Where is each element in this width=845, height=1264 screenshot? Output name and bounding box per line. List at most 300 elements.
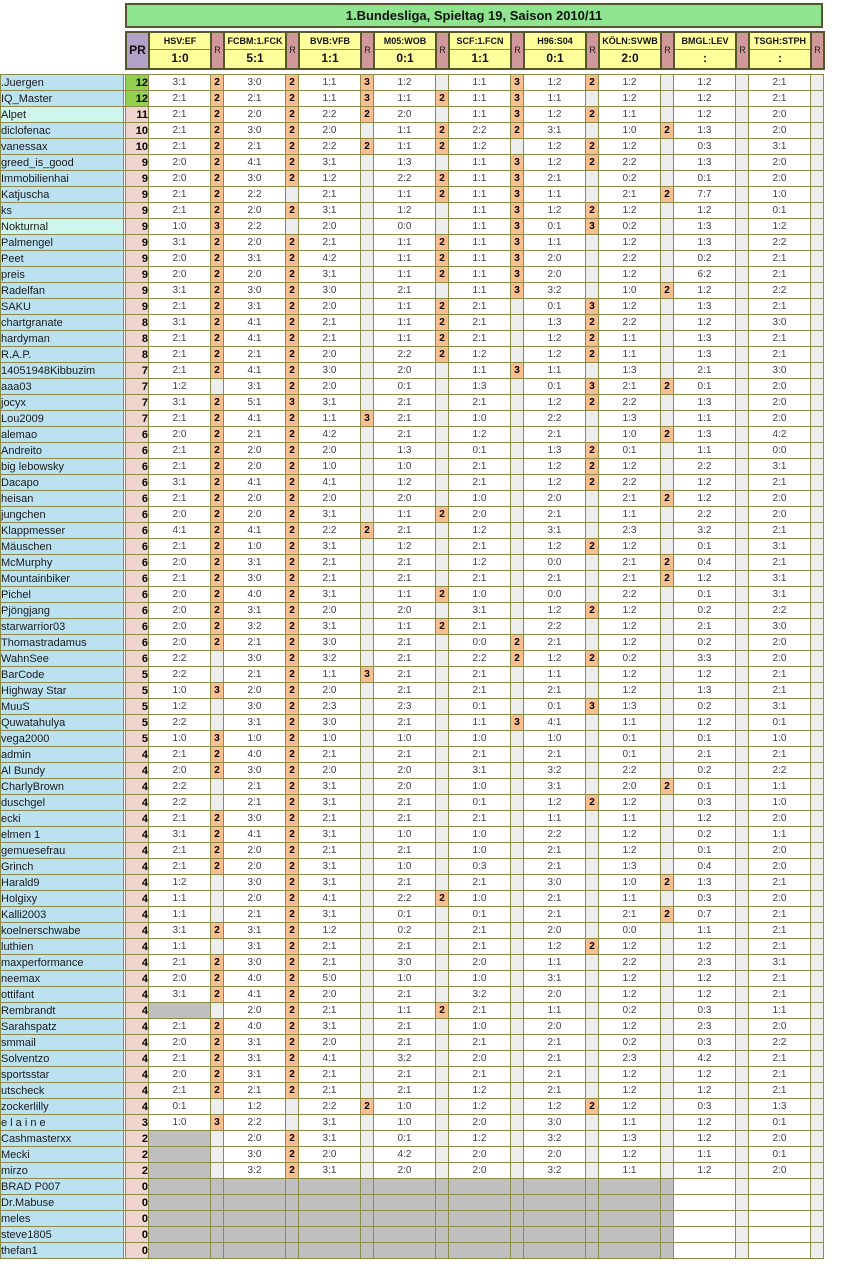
tip-cell: 2:1 [524, 427, 586, 443]
points-cell [361, 1211, 374, 1227]
points-cell [436, 779, 449, 795]
points-cell [586, 1131, 599, 1147]
points-cell [436, 603, 449, 619]
points-cell [361, 459, 374, 475]
points-cell: 2 [211, 587, 224, 603]
tip-cell: 2:1 [749, 555, 811, 571]
tip-cell: 2:1 [149, 459, 211, 475]
tip-cell: 2:1 [299, 315, 361, 331]
tip-cell: 1:1 [524, 1003, 586, 1019]
points-cell: 2 [511, 635, 524, 651]
points-cell [511, 1131, 524, 1147]
points-cell: 3 [511, 283, 524, 299]
points-cell [361, 187, 374, 203]
tip-cell: 1:2 [524, 203, 586, 219]
points-cell: 2 [211, 843, 224, 859]
points-cell: 2 [211, 1035, 224, 1051]
player-name: BRAD P007 [1, 1179, 124, 1195]
player-row [1, 875, 824, 891]
tip-cell: 2:1 [149, 107, 211, 123]
player-total-points: 2 [126, 1163, 149, 1179]
tip-cell [524, 1195, 586, 1211]
tip-cell: 5:1 [224, 395, 286, 411]
tip-cell: 1:2 [374, 203, 436, 219]
tip-cell: 1:1 [149, 891, 211, 907]
tip-cell: 2:1 [149, 571, 211, 587]
player-name: maxperformance [1, 955, 124, 971]
points-cell [661, 859, 674, 875]
points-cell: 2 [286, 1051, 299, 1067]
points-cell: 2 [211, 331, 224, 347]
r-header: R [661, 32, 674, 69]
points-cell [436, 1227, 449, 1243]
tip-cell: 0:4 [674, 555, 736, 571]
tip-cell: 2:1 [449, 459, 511, 475]
points-cell [736, 651, 749, 667]
tip-cell: 1:2 [674, 715, 736, 731]
points-cell: 2 [661, 555, 674, 571]
points-cell [511, 987, 524, 1003]
tip-cell: 1:2 [674, 315, 736, 331]
points-cell [811, 75, 824, 91]
points-cell [811, 939, 824, 955]
points-cell: 2 [436, 171, 449, 187]
player-name: IQ_Master [1, 91, 124, 107]
player-total-points: 7 [126, 395, 149, 411]
points-cell: 2 [286, 603, 299, 619]
points-cell [361, 155, 374, 171]
player-name: jungchen [1, 507, 124, 523]
tip-cell: 0:0 [599, 923, 661, 939]
points-cell [661, 235, 674, 251]
points-cell [586, 427, 599, 443]
points-cell [811, 331, 824, 347]
player-name: Mecki [1, 1147, 124, 1163]
player-name: Solventzo [1, 1051, 124, 1067]
player-row [1, 955, 824, 971]
points-cell: 2 [211, 507, 224, 523]
points-cell: 2 [211, 955, 224, 971]
tip-cell: 3:1 [299, 155, 361, 171]
points-cell [361, 1067, 374, 1083]
tip-cell [149, 1195, 211, 1211]
player-row [1, 267, 824, 283]
player-row [1, 363, 824, 379]
player-row [1, 411, 824, 427]
points-cell: 3 [511, 203, 524, 219]
points-cell [361, 203, 374, 219]
player-row [1, 379, 824, 395]
player-row [1, 539, 824, 555]
points-cell [736, 555, 749, 571]
tip-cell: 1:0 [599, 875, 661, 891]
points-cell [436, 699, 449, 715]
tip-cell: 1:1 [449, 283, 511, 299]
points-cell: 2 [286, 923, 299, 939]
points-cell [436, 523, 449, 539]
points-cell: 2 [586, 139, 599, 155]
tip-cell: 1:2 [299, 923, 361, 939]
tip-cell [149, 1211, 211, 1227]
player-row [1, 1099, 824, 1115]
tip-cell: 1:3 [449, 379, 511, 395]
tip-cell: 2:0 [299, 1035, 361, 1051]
tip-cell: 1:2 [674, 1115, 736, 1131]
tip-cell: 1:2 [149, 379, 211, 395]
points-cell [436, 1179, 449, 1195]
player-row [1, 891, 824, 907]
player-total-points: 5 [126, 699, 149, 715]
tip-cell: 1:2 [374, 539, 436, 555]
r-header: R [511, 32, 524, 69]
points-cell: 2 [211, 475, 224, 491]
tip-cell: 2:1 [749, 667, 811, 683]
tip-cell: 2:1 [374, 987, 436, 1003]
points-cell: 2 [436, 235, 449, 251]
points-cell [286, 187, 299, 203]
tip-cell: 4:1 [224, 315, 286, 331]
player-name: WahnSee [1, 651, 124, 667]
points-cell [361, 1051, 374, 1067]
points-cell [811, 251, 824, 267]
points-cell [661, 523, 674, 539]
tip-cell: 2:0 [524, 923, 586, 939]
points-cell [511, 1067, 524, 1083]
points-cell [661, 475, 674, 491]
points-cell [436, 651, 449, 667]
points-cell [736, 891, 749, 907]
tip-cell: 1:0 [599, 123, 661, 139]
points-cell: 2 [211, 827, 224, 843]
tip-cell: 0:1 [674, 843, 736, 859]
tip-cell: 2:1 [299, 1067, 361, 1083]
tip-cell: 2:1 [749, 331, 811, 347]
tip-cell: 2:0 [224, 891, 286, 907]
points-cell [811, 683, 824, 699]
player-name: sportsstar [1, 1067, 124, 1083]
tip-cell: 2:0 [749, 491, 811, 507]
tip-cell: 2:1 [224, 347, 286, 363]
tip-cell [224, 1227, 286, 1243]
player-total-points: 4 [126, 955, 149, 971]
points-cell: 2 [286, 843, 299, 859]
points-cell [811, 507, 824, 523]
tip-cell: 3:1 [299, 859, 361, 875]
player-total-points: 9 [126, 219, 149, 235]
tip-cell: 1:2 [674, 1083, 736, 1099]
tip-cell: 1:2 [599, 299, 661, 315]
points-cell [361, 475, 374, 491]
points-cell [361, 363, 374, 379]
points-cell [436, 443, 449, 459]
points-cell: 2 [211, 603, 224, 619]
points-cell: 2 [286, 251, 299, 267]
tip-cell: 1:2 [374, 75, 436, 91]
points-cell [736, 1195, 749, 1211]
tip-cell: 1:3 [674, 331, 736, 347]
tip-cell: 2:0 [149, 171, 211, 187]
tip-cell: 2:1 [374, 411, 436, 427]
points-cell [511, 139, 524, 155]
points-cell [736, 827, 749, 843]
tip-cell: 2:1 [149, 811, 211, 827]
player-total-points: 5 [126, 731, 149, 747]
player-name: Grinch [1, 859, 124, 875]
tip-cell: 1:2 [599, 267, 661, 283]
points-cell [586, 171, 599, 187]
tip-cell: 4:1 [149, 523, 211, 539]
points-cell [361, 859, 374, 875]
tip-cell [299, 1195, 361, 1211]
points-cell [436, 475, 449, 491]
player-total-points: 6 [126, 603, 149, 619]
tip-cell: 1:2 [449, 1083, 511, 1099]
tip-cell: 3:2 [674, 523, 736, 539]
points-cell [436, 971, 449, 987]
tip-cell: 2:0 [524, 1019, 586, 1035]
tip-cell: 1:1 [374, 251, 436, 267]
tip-cell: 3:1 [449, 763, 511, 779]
tip-cell: 3:1 [299, 267, 361, 283]
tip-cell: 2:0 [749, 891, 811, 907]
points-cell [736, 299, 749, 315]
tip-cell: 2:0 [449, 955, 511, 971]
tip-cell: 1:2 [674, 475, 736, 491]
points-cell [661, 155, 674, 171]
player-total-points: 11 [126, 107, 149, 123]
tip-cell: 1:2 [599, 1019, 661, 1035]
points-cell [511, 1099, 524, 1115]
points-cell [661, 1179, 674, 1195]
points-cell: 2 [586, 347, 599, 363]
tip-cell: 2:0 [299, 1147, 361, 1163]
match-result: 2:0 [621, 51, 639, 65]
tip-cell: 2:1 [449, 1003, 511, 1019]
points-cell: 2 [286, 955, 299, 971]
tip-cell: 2:2 [299, 139, 361, 155]
points-cell [361, 1195, 374, 1211]
tip-cell: 3:1 [149, 395, 211, 411]
points-cell [436, 1067, 449, 1083]
points-cell: 2 [511, 651, 524, 667]
points-cell [586, 635, 599, 651]
points-cell [511, 923, 524, 939]
points-cell [736, 1179, 749, 1195]
points-cell [661, 331, 674, 347]
points-cell: 2 [211, 923, 224, 939]
tip-cell: 1:1 [374, 187, 436, 203]
player-name: zockerlilly [1, 1099, 124, 1115]
tip-cell: 2:0 [524, 1147, 586, 1163]
tip-cell: 2:1 [599, 907, 661, 923]
tip-cell: 2:1 [524, 1067, 586, 1083]
tip-cell: 2:1 [599, 187, 661, 203]
tip-cell: 2:2 [299, 523, 361, 539]
points-cell [661, 667, 674, 683]
tip-cell: 2:1 [374, 427, 436, 443]
tip-cell: 2:0 [449, 1051, 511, 1067]
tip-cell: 2:1 [149, 203, 211, 219]
player-name: gemuesefrau [1, 843, 124, 859]
match-teams-label: BVB:VFB [300, 33, 360, 50]
tip-cell: 2:1 [749, 1083, 811, 1099]
points-cell [586, 987, 599, 1003]
points-cell [586, 747, 599, 763]
points-cell: 2 [286, 475, 299, 491]
player-row [1, 1195, 824, 1211]
points-cell [361, 971, 374, 987]
points-cell [511, 1243, 524, 1259]
points-cell [811, 1211, 824, 1227]
points-cell [811, 619, 824, 635]
points-cell [361, 603, 374, 619]
points-cell: 2 [286, 891, 299, 907]
match-header-3 [374, 32, 436, 69]
player-name: aaa03 [1, 379, 124, 395]
points-cell [436, 907, 449, 923]
tip-cell: 1:0 [749, 795, 811, 811]
tip-cell [599, 1227, 661, 1243]
tip-cell: 2:0 [224, 1131, 286, 1147]
tip-cell: 2:1 [149, 747, 211, 763]
tip-cell: 2:0 [299, 379, 361, 395]
points-cell [811, 411, 824, 427]
tip-cell: 4:0 [224, 1019, 286, 1035]
points-cell [736, 603, 749, 619]
points-cell [811, 635, 824, 651]
player-total-points: 4 [126, 795, 149, 811]
points-cell [811, 443, 824, 459]
tip-cell: 2:0 [149, 507, 211, 523]
tip-cell [224, 1243, 286, 1259]
player-row [1, 1051, 824, 1067]
tip-cell: 1:0 [599, 427, 661, 443]
tip-cell: 2:2 [524, 619, 586, 635]
points-cell: 2 [286, 155, 299, 171]
points-cell: 2 [211, 747, 224, 763]
tip-cell: 3:1 [149, 475, 211, 491]
tip-cell [374, 1211, 436, 1227]
points-cell [586, 907, 599, 923]
points-cell [511, 683, 524, 699]
tip-cell: 2:2 [674, 459, 736, 475]
points-cell: 2 [436, 267, 449, 283]
points-cell [661, 91, 674, 107]
tip-cell: 5:0 [299, 971, 361, 987]
points-cell: 2 [586, 795, 599, 811]
points-cell [736, 1163, 749, 1179]
points-cell [661, 139, 674, 155]
points-cell: 2 [286, 555, 299, 571]
tip-cell: 3:0 [374, 955, 436, 971]
points-cell [661, 1051, 674, 1067]
tip-cell: 1:1 [599, 715, 661, 731]
tip-cell: 1:2 [674, 75, 736, 91]
points-cell: 2 [286, 667, 299, 683]
tip-cell: 1:2 [524, 155, 586, 171]
player-total-points: 4 [126, 971, 149, 987]
player-row [1, 459, 824, 475]
player-row [1, 443, 824, 459]
tip-cell: 1:3 [674, 347, 736, 363]
player-name: Mäuschen [1, 539, 124, 555]
player-row [1, 171, 824, 187]
tip-cell: 2:2 [149, 667, 211, 683]
points-cell: 2 [586, 939, 599, 955]
points-cell [436, 923, 449, 939]
player-name: Highway Star [1, 683, 124, 699]
points-cell: 2 [286, 747, 299, 763]
player-row [1, 155, 824, 171]
player-total-points: 8 [126, 331, 149, 347]
points-cell: 2 [436, 507, 449, 523]
tip-cell: 1:1 [449, 107, 511, 123]
points-cell: 2 [286, 587, 299, 603]
player-total-points: 9 [126, 299, 149, 315]
points-cell [811, 363, 824, 379]
tip-cell: 1:1 [149, 939, 211, 955]
player-total-points: 9 [126, 171, 149, 187]
points-cell [811, 299, 824, 315]
points-cell [736, 107, 749, 123]
tip-cell: 1:2 [524, 347, 586, 363]
tip-cell: 1:0 [449, 411, 511, 427]
points-cell: 2 [286, 347, 299, 363]
player-row [1, 635, 824, 651]
points-cell [661, 395, 674, 411]
tip-cell: 0:1 [524, 219, 586, 235]
player-total-points: 6 [126, 427, 149, 443]
tip-cell: 0:1 [674, 779, 736, 795]
tip-cell: 3:1 [224, 379, 286, 395]
tip-cell: 1:2 [674, 987, 736, 1003]
tip-cell: 0:1 [674, 731, 736, 747]
player-name: vanessax [1, 139, 124, 155]
points-cell [736, 491, 749, 507]
tip-cell: 2:0 [299, 123, 361, 139]
points-cell [661, 811, 674, 827]
points-cell: 2 [661, 283, 674, 299]
tip-cell: 2:1 [374, 635, 436, 651]
points-cell: 2 [211, 123, 224, 139]
points-cell [511, 539, 524, 555]
tip-cell: 1:0 [374, 859, 436, 875]
points-cell [436, 283, 449, 299]
points-cell: 3 [361, 91, 374, 107]
tip-cell [374, 1243, 436, 1259]
player-row [1, 235, 824, 251]
tip-cell: 4:0 [224, 971, 286, 987]
tip-cell: 0:2 [674, 251, 736, 267]
tip-cell: 2:1 [299, 843, 361, 859]
tip-cell: 1:2 [524, 1099, 586, 1115]
tip-cell: 2:0 [374, 763, 436, 779]
points-cell [511, 395, 524, 411]
player-total-points: 4 [126, 859, 149, 875]
tip-cell: 2:3 [299, 699, 361, 715]
tip-cell: 2:0 [749, 171, 811, 187]
points-cell: 2 [286, 571, 299, 587]
points-cell: 2 [361, 139, 374, 155]
match-result: 1:0 [171, 51, 189, 65]
player-total-points: 8 [126, 347, 149, 363]
player-row [1, 763, 824, 779]
tip-cell: 2:1 [224, 139, 286, 155]
tip-cell: 2:0 [374, 779, 436, 795]
tip-cell: 3:1 [299, 1131, 361, 1147]
player-name: Radelfan [1, 283, 124, 299]
player-row [1, 1019, 824, 1035]
